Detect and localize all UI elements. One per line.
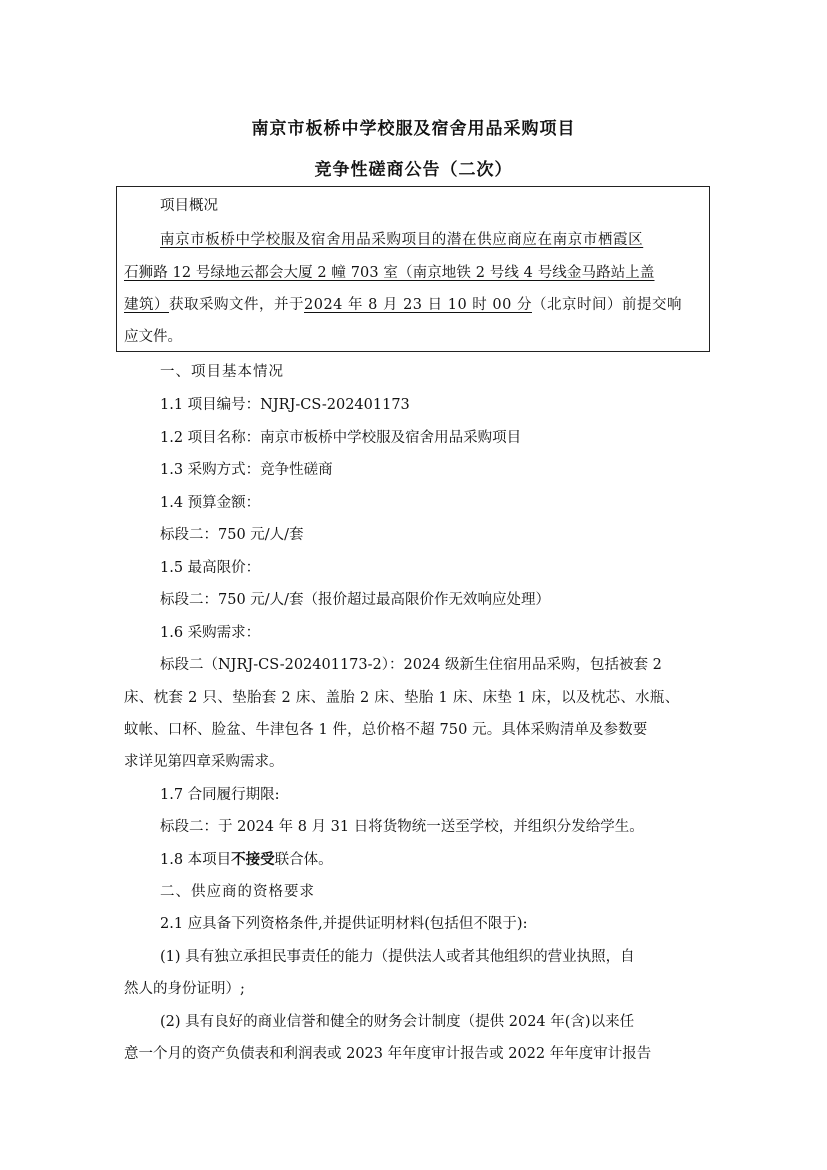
overview-deadline: 2024 年 8 月 23 日 10 时 00 分 [304, 297, 532, 313]
overview-line-3 [124, 295, 682, 315]
qualification-intro: 2.1 应具备下列资格条件,并提供证明材料(包括但不限于): [160, 916, 528, 932]
requirements-line-2: 床、枕套 2 只、垫胎套 2 床、盖胎 2 床、垫胎 1 床、床垫 1 床，以及枕芯、水瓶、 [124, 690, 680, 706]
procurement-method: 1.3 采购方式：竞争性磋商 [160, 462, 333, 478]
project-name: 1.2 项目名称：南京市板桥中学校服及宿舍用品采购项目 [160, 430, 522, 446]
section-2-heading: 二、供应商的资格要求 [160, 884, 315, 900]
overview-line-4: 应文件。 [124, 329, 182, 345]
condition-2-line-1: (2) 具有良好的商业信誉和健全的财务会计制度（提供 2024 年(含)以来任 [160, 1014, 635, 1030]
document-subtitle: 竞争性磋商公告（二次） [314, 160, 513, 180]
requirements-line-4: 求详见第四章采购需求。 [124, 754, 284, 770]
budget-value: 标段二：750 元/人/套 [160, 527, 304, 543]
overview-heading: 项目概况 [160, 198, 218, 214]
requirements-label: 1.6 采购需求： [160, 625, 261, 641]
overview-line-3-d: （北京时间）前提交响 [531, 297, 682, 313]
consortium-note-c: 联合体。 [274, 852, 333, 868]
consortium-note [160, 850, 333, 870]
consortium-note-a: 1.8 本项目 [160, 852, 232, 868]
overview-line-2: 石狮路 12 号绿地云都会大厦 2 幢 703 室（南京地铁 2 号线 4 号线金马路站上盖 [124, 265, 655, 281]
contract-period-value: 标段二：于 2024 年 8 月 31 日将货物统一送至学校，并组织分发给学生。 [160, 819, 644, 835]
requirements-line-1: 标段二（NJRJ-CS-202401173-2）：2024 级新生住宿用品采购，包括被套 2 [160, 657, 662, 673]
budget-label: 1.4 预算金额： [160, 495, 261, 511]
overview-line-1: 南京市板桥中学校服及宿舍用品采购项目的潜在供应商应在南京市栖霞区 [160, 232, 644, 248]
condition-1-line-1: (1) 具有独立承担民事责任的能力（提供法人或者其他组织的营业执照，自 [160, 949, 635, 965]
document-title: 南京市板桥中学校服及宿舍用品采购项目 [251, 119, 576, 139]
requirements-line-3: 蚊帐、口杯、脸盆、牛津包各 1 件，总价格不超 750 元。具体采购清单及参数要 [124, 722, 648, 738]
condition-1-line-2: 然人的身份证明）; [124, 981, 245, 997]
project-number: 1.1 项目编号：NJRJ-CS-202401173 [160, 397, 410, 413]
overview-line-3-a: 建筑） [124, 297, 169, 313]
section-1-heading: 一、项目基本情况 [160, 364, 284, 380]
max-price-value: 标段二：750 元/人/套（报价超过最高限价作无效响应处理） [160, 592, 551, 608]
contract-period-label: 1.7 合同履行期限: [160, 787, 280, 803]
max-price-label: 1.5 最高限价： [160, 560, 261, 576]
condition-2-line-2: 意一个月的资产负债表和利润表或 2023 年年度审计报告或 2022 年年度审计报告 [124, 1046, 652, 1062]
consortium-not-accepted: 不接受 [231, 851, 275, 868]
overview-line-3-b: 获取采购文件，并于 [169, 297, 304, 313]
